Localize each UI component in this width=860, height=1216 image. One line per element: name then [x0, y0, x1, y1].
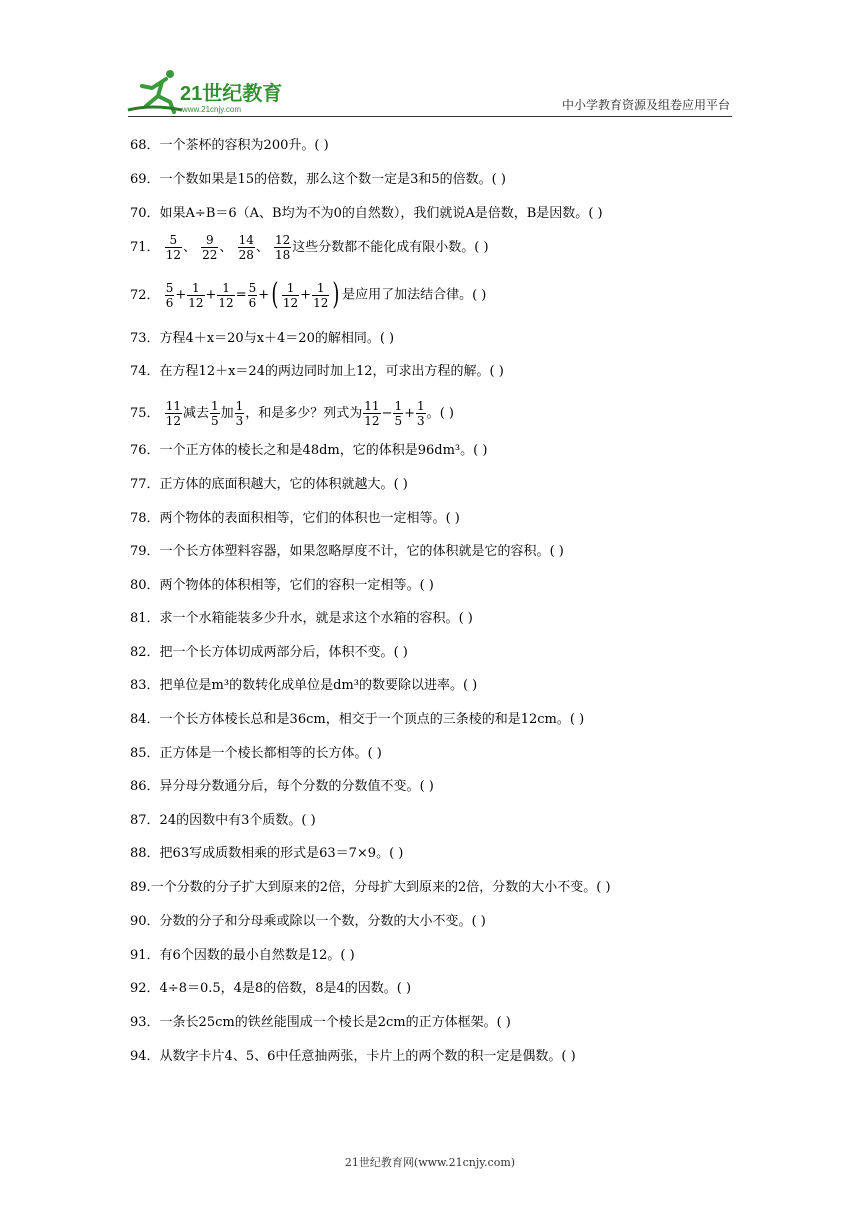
- question-87: 87．24的因数中有3个质数。( ): [130, 813, 316, 828]
- fraction: $\frac{14}{28}$: [238, 233, 254, 262]
- question-88: 88．把63写成质数相乘的形式是63＝7×9。( ): [130, 846, 404, 861]
- question-72: 72． $\frac{5}{6}$ + $\frac{1}{12}$ + $\frac{1}{12}$ = $\frac{5}{6}$ +( $\frac{1}{12}$ + $\frac{1}{12}$ ) 是应用了加法结合律。( ): [130, 277, 487, 312]
- runner-icon: [128, 70, 182, 112]
- fraction: $\frac{9}{22}$: [202, 233, 218, 262]
- question-76: 76．一个正方体的棱长之和是48dm，它的体积是96dm³。( ): [130, 443, 488, 458]
- question-70: 70．如果A÷B＝6（A、B均为不为0的自然数），我们就说A是倍数，B是因数。( ): [130, 206, 603, 221]
- question-94: 94．从数字卡片4、5、6中任意抽两张，卡片上的两个数的积一定是偶数。( ): [130, 1049, 576, 1064]
- question-89: 89.一个分数的分子扩大到原来的2倍，分母扩大到原来的2倍，分数的大小不变。( ): [130, 880, 611, 895]
- question-84: 84．一个长方体棱长总和是36cm，相交于一个顶点的三条棱的和是12cm。( ): [130, 712, 585, 727]
- question-79: 79．一个长方体塑料容器，如果忽略厚度不计，它的体积就是它的容积。( ): [130, 544, 564, 559]
- question-91: 91．有6个因数的最小自然数是12。( ): [130, 948, 355, 963]
- question-71: 71． $\frac{5}{12}$ 、 $\frac{9}{22}$ 、 $\frac{14}{28}$ 、 $\frac{12}{18}$ 这些分数都不能化成有限小数。( ): [130, 233, 489, 262]
- question-73: 73．方程4＋x＝20与x＋4＝20的解相同。( ): [130, 331, 395, 346]
- svg-text:www.21cnjy.com: www.21cnjy.com: [182, 105, 241, 114]
- question-92: 92．4÷8＝0.5，4是8的倍数，8是4的因数。( ): [130, 981, 412, 996]
- logo: [122, 66, 292, 116]
- svg-text:21世纪教育: 21世纪教育: [180, 83, 283, 105]
- question-68: 68．一个茶杯的容积为200升。( ): [130, 138, 329, 153]
- question-93: 93．一条长25cm的铁丝能围成一个棱长是2cm的正方体框架。( ): [130, 1015, 511, 1030]
- question-80: 80．两个物体的体积相等，它们的容积一定相等。( ): [130, 578, 434, 593]
- platform-title: 中小学教育资源及组卷应用平台: [561, 98, 730, 112]
- header-divider: [128, 116, 732, 117]
- question-69: 69．一个数如果是15的倍数，那么这个数一定是3和5的倍数。( ): [130, 172, 506, 187]
- question-90: 90．分数的分子和分母乘或除以一个数，分数的大小不变。( ): [130, 914, 486, 929]
- question-75: 75． $\frac{11}{12}$ 减去 $\frac{1}{5}$ 加 $\frac{1}{3}$ ，和是多少？列式为 $\frac{11}{12}$ − $\frac{1}{5}$ + $\frac{1}{3}$ 。( ): [130, 399, 454, 428]
- page-header: [0, 0, 860, 125]
- fraction: $\frac{5}{12}$: [165, 233, 181, 262]
- question-82: 82．把一个长方体切成两部分后，体积不变。( ): [130, 645, 408, 660]
- question-86: 86．异分母分数通分后，每个分数的分数值不变。( ): [130, 779, 434, 794]
- fraction: $\frac{12}{18}$: [275, 233, 291, 262]
- question-78: 78．两个物体的表面积相等，它们的体积也一定相等。( ): [130, 511, 460, 526]
- question-74: 74．在方程12＋x＝24的两边同时加上12，可求出方程的解。( ): [130, 364, 504, 379]
- question-83: 83．把单位是m³的数转化成单位是dm³的数要除以进率。( ): [130, 678, 478, 693]
- page-footer: 21世纪教育网(www.21cnjy.com): [344, 1156, 516, 1169]
- question-81: 81．求一个水箱能装多少升水，就是求这个水箱的容积。( ): [130, 611, 473, 626]
- question-85: 85．正方体是一个棱长都相等的长方体。( ): [130, 746, 382, 761]
- question-77: 77．正方体的底面积越大，它的体积就越大。( ): [130, 477, 408, 492]
